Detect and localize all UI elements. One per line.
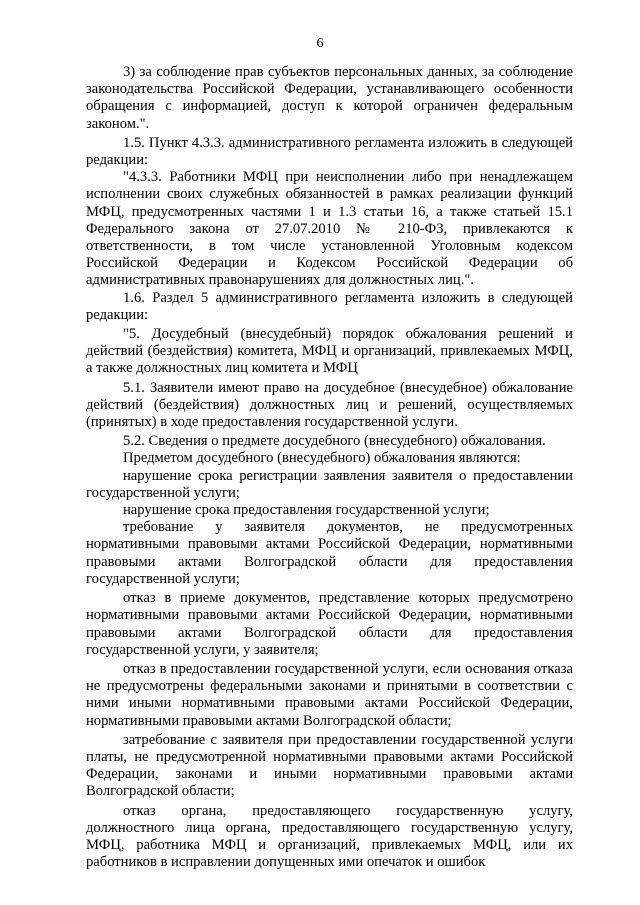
document-body	[86, 64, 573, 871]
list-item-service-delay: нарушение срока предоставления государственной услуги;	[123, 502, 490, 519]
list-item-extra-documents: требование у заявителя документов, не предусмотренных нормативными правовыми актами Российской Федерации, нормативными правовыми актами Волгоградской области для предоставления государственной услуги;	[86, 519, 573, 587]
paragraph-subject-rights: 3) за соблюдение прав субъектов персональных данных, за соблюдение законодательства Российской Федерации, устанавливающего особенности обращения с информацией, доступ к которой ограничен федеральным законом.".	[86, 64, 573, 132]
list-item-refusal-service: отказ в предоставлении государственной услуги, если основания отказа не предусмотрены федеральными законами и принятыми в соответствии с ними иными нормативными правовыми актами Российской Федерации, нормативными правовыми актами Волгоградской области;	[86, 660, 573, 729]
paragraph-item-1-5: 1.5. Пункт 4.3.3. административного регламента изложить в следующей редакции:	[86, 134, 573, 169]
list-item-registration-delay: нарушение срока регистрации заявления заявителя о предоставлении государственной услуги;	[86, 467, 573, 501]
paragraph-item-1-6: 1.6. Раздел 5 административного регламента изложить в следующей редакции:	[86, 289, 573, 323]
list-item-refusal-corrections: отказ органа, предоставляющего государственную услугу, должностного лица органа, предоставляющего государственную услугу, МФЦ, работника МФЦ и организаций, привлекаемых МФЦ, или их работников в исправлении допущенных ими опечаток и ошибок	[86, 802, 573, 871]
paragraph-4-3-3: "4.3.3. Работники МФЦ при неисполнении либо при ненадлежащем исполнении своих служебных обязанностей в рамках реализации функций МФЦ, предусмотренных частями 1 и 1.3 статьи 16, а также статьей 15.1 Федерального закона от 27.07.2010 № 210-ФЗ, привлекаются к ответственности, в том числе установленной Уголовным кодексом Российской Федерации и Кодексом Российской Федерации об административных правонарушениях для должностных лиц.".	[86, 169, 573, 289]
section-5-heading: "5. Досудебный (внесудебный) порядок обжалования решений и действий (бездействия) комитета, МФЦ и организаций, привлекаемых МФЦ, а также должностных лиц комитета и МФЦ	[86, 326, 573, 377]
paragraph-5-1: 5.1. Заявители имеют право на досудебное (внесудебное) обжалование действий (бездействия) должностных лиц и решений, осуществляемых (принятых) в ходе предоставления государственной услуги.	[86, 379, 573, 431]
list-item-refusal-documents: отказ в приеме документов, представление которых предусмотрено нормативными правовыми актами Российской Федерации, нормативными правовыми актами Волгоградской области для предоставления государственной услуги, у заявителя;	[86, 590, 573, 658]
list-item-payment-demand: затребование с заявителя при предоставлении государственной услуги платы, не предусмотренной нормативными правовыми актами Российской Федерации, законами и иными нормативными правовыми актами Волгоградской области;	[86, 731, 573, 800]
paragraph-subject-intro: Предметом досудебного (внесудебного) обжалования являются:	[123, 450, 521, 467]
page-number: 6	[316, 36, 324, 51]
paragraph-5-2: 5.2. Сведения о предмете досудебного (внесудебного) обжалования.	[123, 433, 546, 450]
